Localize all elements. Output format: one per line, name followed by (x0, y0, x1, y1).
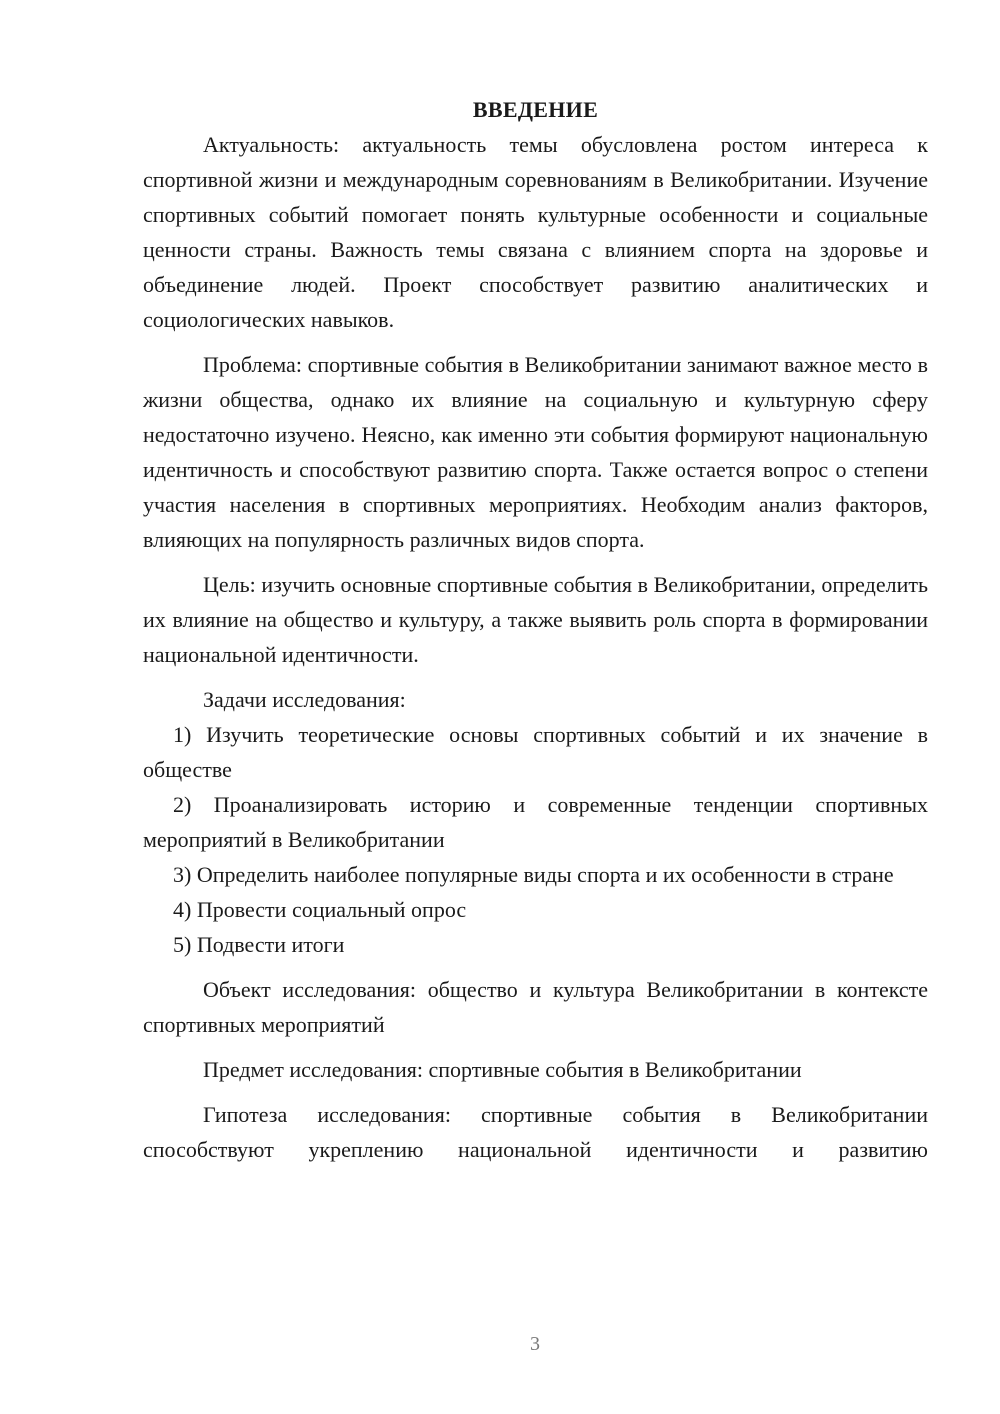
relevance-paragraph: Актуальность: актуальность темы обусловлена ростом интереса к спортивной жизни и международным соревнованиям в Великобритании. Изучение спортивных событий помогает понять культурные особенности и социальные ценности страны. Важность темы связана с влиянием спорта на здоровье и объединение людей. Проект способствует развитию аналитических и социологических навыков. (143, 132, 928, 332)
task-item-2: 2) Проанализировать историю и современные тенденции спортивных мероприятий в Великобритании (143, 792, 928, 852)
section-heading: ВВЕДЕНИЕ (472, 97, 599, 122)
task-item-1: 1) Изучить теоретические основы спортивных событий и их значение в обществе (143, 722, 928, 782)
hypothesis-paragraph: Гипотеза исследования: спортивные события в Великобритании способствуют укреплению национальной идентичности и развитию (143, 1102, 928, 1162)
task-item-5: 5) Подвести итоги (173, 932, 345, 957)
tasks-heading: Задачи исследования: (203, 687, 406, 712)
task-item-3: 3) Определить наиболее популярные виды спорта и их особенности в стране (173, 862, 894, 887)
document-page (143, 92, 928, 1167)
subject-paragraph: Предмет исследования: спортивные события в Великобритании (203, 1057, 802, 1082)
page-number: 3 (530, 1333, 540, 1355)
problem-paragraph: Проблема: спортивные события в Великобритании занимают важное место в жизни общества, однако их влияние на социальную и культурную сферу недостаточно изучено. Неясно, как именно эти события формируют национальную идентичность и способствуют развитию спорта. Также остается вопрос о степени участия населения в спортивных мероприятиях. Необходим анализ факторов, влияющих на популярность различных видов спорта. (143, 352, 928, 552)
goal-paragraph: Цель: изучить основные спортивные события в Великобритании, определить их влияние на общество и культуру, а также выявить роль спорта в формировании национальной идентичности. (143, 572, 928, 667)
task-item-4: 4) Провести социальный опрос (173, 897, 467, 922)
object-paragraph: Объект исследования: общество и культура Великобритании в контексте спортивных мероприятий (143, 977, 928, 1037)
